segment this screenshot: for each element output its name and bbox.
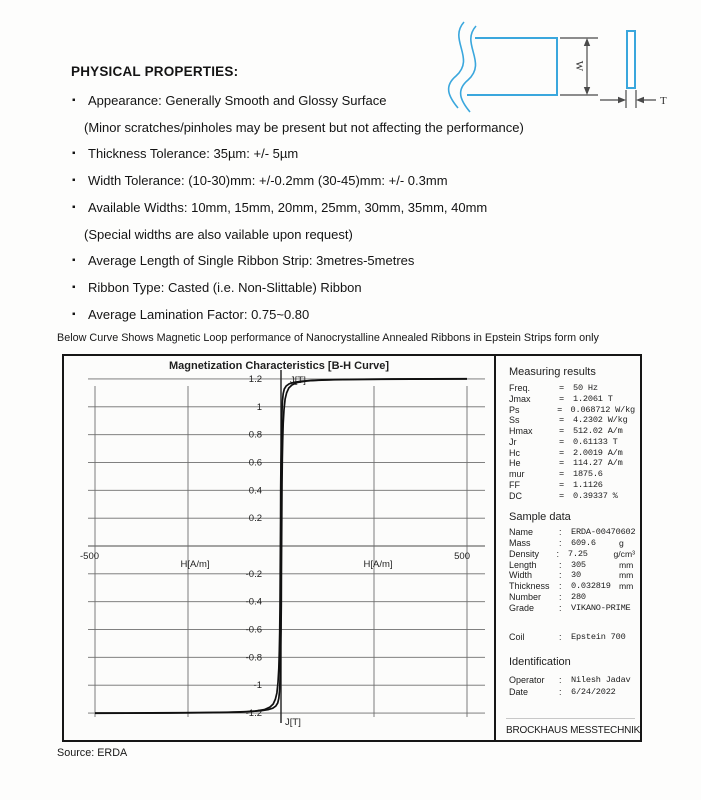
sample-row [509,549,635,560]
bh-curve-plot [64,356,494,740]
colon-sign: : [559,538,562,548]
width-label: W [573,60,585,72]
sample-value: Nilesh Jadav [571,675,631,685]
sample-data-rows [509,527,635,613]
measuring-row [509,480,635,491]
measuring-value: 1.1126 [573,479,603,490]
manufacturer-name: BROCKHAUS MESSTECHNIK [506,718,635,736]
equals-sign: = [559,490,565,501]
property-note: (Minor scratches/pinholes may be present but not affecting the performance) [84,119,524,135]
sample-label: Name [509,527,534,538]
thickness-rect [627,31,635,88]
sample-value: 30 [571,570,581,581]
measuring-results-heading: Measuring results [509,366,596,378]
colon-sign: : [559,591,562,602]
equals-sign: = [559,469,565,479]
equals-sign: = [559,415,565,426]
property-item: ▪ Width Tolerance: (10-30)mm: +/-0.2mm (30-45)mm: +/- 0.3mm [71,168,671,195]
sample-value: 280 [571,591,586,602]
measuring-value: 0.39337 % [573,490,618,501]
sample-label: Date [509,686,529,697]
equals-sign: = [559,479,565,490]
ribbon-outline [467,38,557,95]
measuring-row [509,383,635,394]
equals-sign: = [559,383,565,393]
equals-sign: = [557,404,563,415]
property-item: ▪ Average Lamination Factor: 0.75~0.80 [71,302,671,329]
y-axis-label-bottom: J[T] [285,717,301,728]
property-item: ▪ Thickness Tolerance: 35µm: +/- 5µm [71,141,671,168]
sample-label: Number [509,591,542,602]
y-tick-label: -0.6 [245,624,262,636]
measuring-label: Freq. [509,383,531,393]
colon-sign: : [556,548,560,559]
x-tick-label: -500 [80,551,100,562]
sample-label: Mass [509,538,531,548]
x-axis-label: H[A/m] [180,559,210,570]
sample-unit: g/cm³ [613,548,635,559]
sample-value: 0.032819 [571,581,611,591]
measuring-row [509,437,635,448]
y-axis-label-top: J[T] [290,375,306,386]
y-tick-label: -1.2 [245,708,262,720]
measuring-row [509,405,635,416]
y-tick-label: -0.2 [245,568,262,580]
colon-sign: : [559,632,562,643]
property-item: ▪ Appearance: Generally Smooth and Glossy Surface [71,88,671,115]
sample-row [509,603,635,614]
measuring-value: 50 Hz [573,383,598,393]
y-tick-label: 0.4 [248,485,262,497]
sample-unit: mm [619,581,634,591]
x-tick-label: 500 [454,551,470,562]
colon-sign: : [559,581,562,591]
sample-label: Coil [509,632,525,643]
y-tick-label: 0.8 [248,429,262,441]
measuring-row [509,394,635,405]
measuring-value: 2.0019 A/m [573,447,623,458]
identification-rows [509,675,635,698]
sample-row [509,592,635,603]
colon-sign: : [559,675,562,685]
sample-row [509,560,635,571]
y-tick-label: 0.6 [248,457,262,469]
chart-caption: Below Curve Shows Magnetic Loop performance of Nanocrystalline Annealed Ribbons in Epstein Strips form only [57,332,599,344]
measuring-label: Jr [509,436,517,447]
measuring-label: He [509,458,521,469]
bh-curve-figure [62,354,642,742]
sample-row [509,538,635,549]
sample-value: VIKANO-PRIME [571,602,631,613]
equals-sign: = [559,447,565,458]
equals-sign: = [559,426,565,436]
y-tick-label: 1.2 [248,373,262,385]
property-item: ▪ Available Widths: 10mm, 15mm, 20mm, 25mm, 30mm, 35mm, 40mm [71,195,671,222]
colon-sign: : [559,686,562,697]
results-panel [496,356,640,740]
colon-sign: : [559,559,562,570]
measuring-value: 0.068712 W/kg [570,404,635,415]
colon-sign: : [559,602,562,613]
sample-value: 7.25 [567,548,588,559]
identification-row [509,675,635,687]
measuring-row [509,415,635,426]
sample-label: Width [509,570,533,581]
measuring-row [509,426,635,437]
measuring-label: Ss [509,415,520,426]
measuring-value: 1.2061 T [573,393,613,404]
colon-sign: : [559,570,562,581]
sample-label: Grade [509,602,535,613]
equals-sign: = [559,393,565,404]
measuring-label: mur [509,469,525,479]
identification-row [509,687,635,699]
measuring-results-rows [509,383,635,501]
coil-row [509,632,635,643]
y-tick-label: -0.8 [245,652,262,664]
sample-data-heading: Sample data [509,511,571,524]
measuring-value: 0.61133 T [573,436,618,447]
source-note: Source: ERDA [57,747,128,759]
measuring-row [509,491,635,502]
sample-unit: mm [619,559,634,570]
measuring-label: FF [509,479,520,490]
colon-sign: : [559,527,562,538]
sample-value: 305 [571,559,586,570]
chart-title: Magnetization Characteristics [B-H Curve] [168,360,390,372]
sample-row [509,570,635,581]
coil-data-row [509,632,635,643]
properties-list [71,88,671,328]
property-item: ▪ Average Length of Single Ribbon Strip: 3metres-5metres [71,248,671,275]
measuring-label: Jmax [509,393,531,404]
y-tick-label: 0.2 [248,513,262,525]
sample-label: Density [509,548,540,559]
sample-unit: g [619,538,624,548]
measuring-label: DC [509,490,522,501]
sample-unit: mm [619,570,634,581]
measuring-label: Hc [509,447,520,458]
measuring-label: Hmax [509,426,533,436]
identification-heading: Identification [509,656,571,668]
sample-label: Operator [509,675,545,685]
x-axis-label: H[A/m] [363,559,393,570]
equals-sign: = [559,458,565,469]
sample-value: 609.6 [571,538,596,548]
sample-label: Thickness [509,581,550,591]
y-tick-label: -1 [253,680,262,692]
sample-value: 6/24/2022 [571,686,616,697]
sample-label: Length [509,559,537,570]
measuring-row [509,458,635,469]
sample-value: ERDA-00470602 [571,527,636,538]
measuring-label: Ps [509,404,520,415]
y-tick-label: 1 [256,401,262,413]
sample-value: Epstein 700 [571,632,626,643]
property-note: (Special widths are also vailable upon request) [84,226,353,242]
y-tick-label: -0.4 [245,596,262,608]
sample-row [509,527,635,538]
measuring-row [509,469,635,480]
measuring-row [509,448,635,459]
thickness-label: T [660,95,667,107]
measuring-value: 1875.6 [573,469,603,479]
property-item: ▪ Ribbon Type: Casted (i.e. Non-Slittable) Ribbon [71,275,671,302]
equals-sign: = [559,436,565,447]
sample-row [509,581,635,592]
page-title: PHYSICAL PROPERTIES: [71,64,239,79]
measuring-value: 512.02 A/m [573,426,623,436]
measuring-value: 114.27 A/m [573,458,623,469]
measuring-value: 4.2302 W/kg [573,415,628,426]
